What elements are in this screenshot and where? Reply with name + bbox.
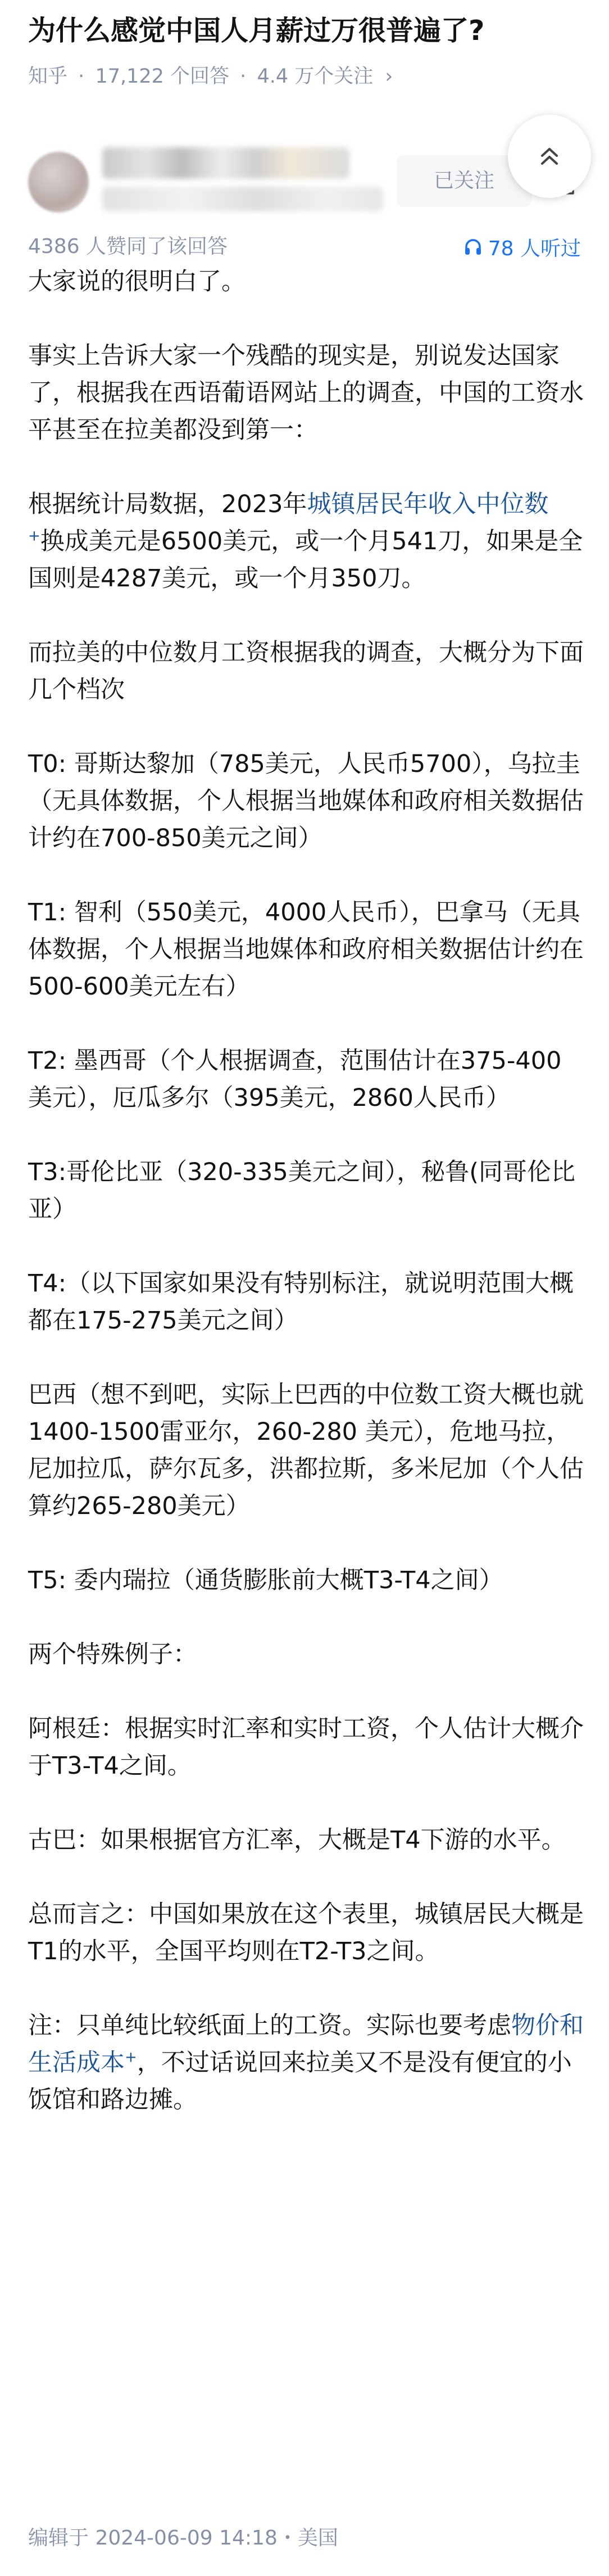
paragraph: T2: 墨西哥（个人根据调查，范围估计在375-400美元），厄瓜多尔（395美元，2860人民币） <box>28 1047 562 1112</box>
paragraph: 总而言之：中国如果放在这个表里，城镇居民大概是T1的水平，全国平均则在T2-T3之间。 <box>28 1900 584 1965</box>
link-plus-icon[interactable]: + <box>28 527 40 545</box>
paragraph: T3:哥伦比亚（320-335美元之间），秘鲁(同哥伦比亚） <box>28 1158 576 1223</box>
text-run: 换成美元是6500美元，或一个月541刀，如果是全国则是4287美元，或一个月350刀。 <box>28 527 583 593</box>
paragraph: T4:（以下国家如果没有特别标注，就说明范围大概都在175-275美元之间） <box>28 1269 574 1335</box>
paragraph: T1: 智利（550美元，4000人民币），巴拿马（无具体数据，个人根据当地媒体和政府相关数据估计约在500-600美元左右） <box>28 898 584 1001</box>
paragraph: 大家说的很明白了。 <box>28 268 246 296</box>
paragraph: 巴西（想不到吧，实际上巴西的中位数工资大概也就1400-1500雷亚尔，260-280 美元），危地马拉，尼加拉瓜，萨尔瓦多，洪都拉斯，多米尼加（个人估算约265-280美元） <box>28 1381 584 1520</box>
listen-button[interactable] <box>463 233 581 261</box>
paragraph: 两个特殊例子： <box>28 1640 197 1669</box>
link-cost-of-living[interactable]: 物价和生活成本 <box>28 2012 584 2077</box>
author-bio-blurred <box>102 187 383 211</box>
paragraph: 古巴：如果根据官方汇率，大概是T4下游的水平。 <box>28 1826 566 1854</box>
collapse-button[interactable] <box>508 115 591 198</box>
paragraph: 而拉美的中位数月工资根据我的调查，大概分为下面几个档次 <box>28 639 584 704</box>
text-run: 注：只单纯比较纸面上的工资。实际也要考虑 <box>28 2012 511 2040</box>
paragraph: 事实上告诉大家一个残酷的现实是，别说发达国家了，根据我在西语葡语网站上的调查，中国的工资水平甚至在拉美都没到第一： <box>28 342 584 444</box>
source-label: 知乎 <box>28 65 68 88</box>
paragraph: T0: 哥斯达黎加（785美元，人民币5700），乌拉圭（无具体数据，个人根据当地媒体和政府相关数据估计约在700-850美元之间） <box>28 750 584 852</box>
edit-timestamp: 编辑于 2024-06-09 14:18・美国 <box>28 2527 338 2550</box>
paragraph: T5: 委内瑞拉（通货膨胀前大概T3-T4之间） <box>28 1566 503 1594</box>
avatar[interactable] <box>28 152 89 213</box>
text-run: ，不过话说回来拉美又不是没有便宜的小饭馆和路边摊。 <box>28 2049 572 2114</box>
text-run: 根据统计局数据，2023年 <box>28 490 307 518</box>
followers-count: 4.4 万个关注 <box>257 65 374 88</box>
paragraph <box>28 2007 584 2118</box>
paragraph <box>28 486 584 597</box>
author-name-blurred[interactable] <box>102 147 349 179</box>
paragraph: 阿根廷：根据实时汇率和实时工资，个人估计大概介于T3-T4之间。 <box>28 1715 584 1780</box>
answer-content <box>28 263 584 2155</box>
question-title[interactable]: 为什么感觉中国人月薪过万很普遍了? <box>28 15 485 47</box>
meta-separator: · <box>240 65 247 88</box>
vote-count: 4386 人赞同了该回答 <box>28 235 228 258</box>
double-chevron-up-icon <box>537 143 562 169</box>
chevron-right-icon: › <box>385 65 393 88</box>
follow-button[interactable]: 已关注 <box>397 155 531 207</box>
answers-count: 17,122 个回答 <box>95 65 230 88</box>
question-meta[interactable] <box>28 62 393 91</box>
link-plus-icon[interactable]: + <box>125 2049 137 2066</box>
headphones-icon <box>463 237 483 256</box>
link-income-median[interactable]: 城镇居民年收入中位数 <box>307 490 549 518</box>
meta-separator: · <box>78 65 85 88</box>
listen-count: 78 人听过 <box>488 237 581 260</box>
